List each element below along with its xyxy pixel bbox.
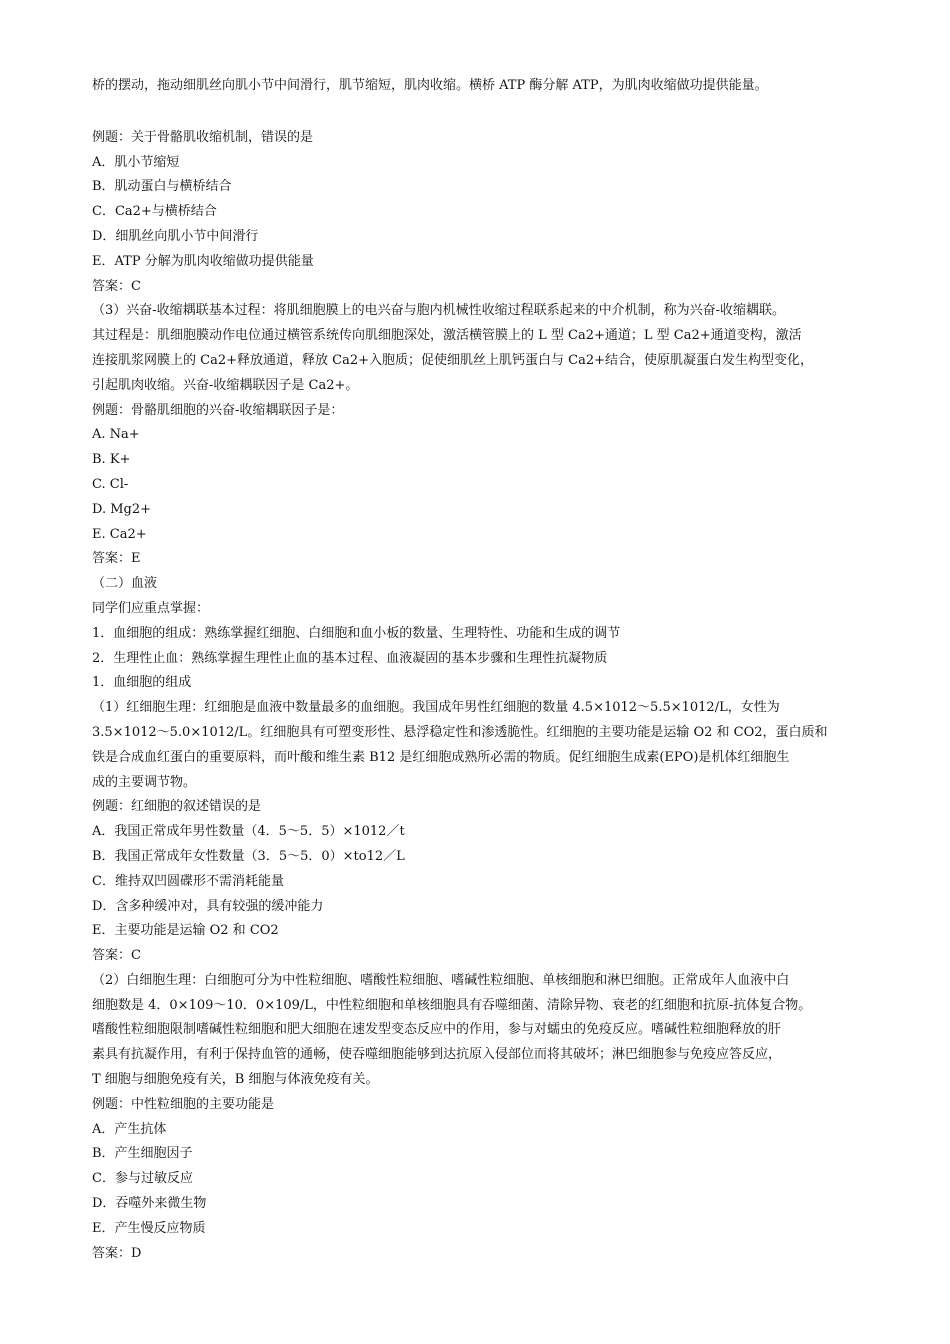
- text-line: 答案：D: [92, 1245, 142, 1261]
- text-line: D. Mg2+: [92, 501, 152, 517]
- text-line: B. K+: [92, 452, 131, 468]
- text-line: 答案：E: [92, 551, 141, 567]
- text-line: 例题：中性粒细胞的主要功能是: [92, 1096, 275, 1112]
- text-line: C．Ca2+与横桥结合: [92, 204, 217, 220]
- text-line: E．主要功能是运输 O2 和 CO2: [92, 923, 279, 939]
- text-line: C．参与过敏反应: [92, 1171, 193, 1187]
- text-line: T 细胞与细胞免疫有关，B 细胞与体液免疫有关。: [92, 1072, 379, 1088]
- text-line: 1．血细胞的组成：熟练掌握红细胞、白细胞和血小板的数量、生理特性、功能和生成的调节: [92, 625, 621, 641]
- text-line: E. Ca2+: [92, 526, 147, 542]
- text-line: 嗜酸性粒细胞限制嗜碱性粒细胞和肥大细胞在速发型变态反应中的作用，参与对蠕虫的免疫反应。嗜碱性粒细胞释放的肝: [92, 1022, 782, 1038]
- text-line: 引起肌肉收缩。兴奋-收缩耦联因子是 Ca2+。: [92, 377, 359, 393]
- text-line: 同学们应重点掌握：: [92, 600, 210, 616]
- text-line: 桥的摆动，拖动细肌丝向肌小节中间滑行，肌节缩短，肌肉收缩。横桥 ATP 酶分解 ATP，为肌肉收缩做功提供能量。: [92, 78, 768, 93]
- text-line: 1．血细胞的组成: [92, 675, 192, 691]
- text-line: （2）白细胞生理：白细胞可分为中性粒细胞、嗜酸性粒细胞、嗜碱性粒细胞、单核细胞和淋巴细胞。正常成年人血液中白: [92, 972, 790, 988]
- text-line: C．维持双凹圆碟形不需消耗能量: [92, 873, 284, 889]
- text-line: （1）红细胞生理：红细胞是血液中数量最多的血细胞。我国成年男性红细胞的数量 4.5×1012～5.5×1012/L，女性为: [92, 700, 780, 716]
- text-line: 连接肌浆网膜上的 Ca2+释放通道，释放 Ca2+入胞质；促使细肌丝上肌钙蛋白与 Ca2+结合，使原肌凝蛋白发生构型变化，: [92, 352, 813, 368]
- text-line: 例题：关于骨骼肌收缩机制，错误的是: [92, 129, 314, 145]
- text-line: A．我国正常成年男性数量（4．5～5．5）×1012／t: [92, 824, 405, 840]
- text-line: E．产生慢反应物质: [92, 1220, 206, 1236]
- text-line: B．产生细胞因子: [92, 1146, 193, 1162]
- text-line: 例题：红细胞的叙述错误的是: [92, 799, 262, 815]
- text-line: 3.5×1012～5.0×1012/L。红细胞具有可塑变形性、悬浮稳定性和渗透脆性。红细胞的主要功能是运输 O2 和 CO2，蛋白质和: [92, 724, 828, 740]
- text-line: D．细肌丝向肌小节中间滑行: [92, 228, 259, 244]
- text-line: B．我国正常成年女性数量（3．5～5．0）×to12／L: [92, 848, 405, 864]
- text-line: 其过程是：肌细胞膜动作电位通过横管系统传向肌细胞深处，激活横管膜上的 L 型 Ca2+通道；L 型 Ca2+通道变构，激活: [92, 328, 802, 344]
- text-line: 2．生理性止血：熟练掌握生理性止血的基本过程、血液凝固的基本步骤和生理性抗凝物质: [92, 650, 608, 666]
- text-line: 细胞数是 4．0×109～10．0×109/L，中性粒细胞和单核细胞具有吞噬细菌、清除异物、衰老的红细胞和抗原-抗体复合物。: [92, 997, 812, 1013]
- text-line: E．ATP 分解为肌肉收缩做功提供能量: [92, 253, 314, 269]
- text-line: （二）血液: [92, 576, 158, 592]
- text-line: 铁是合成血红蛋白的重要原料，而叶酸和维生素 B12 是红细胞成熟所必需的物质。促红细胞生成素(EPO)是机体红细胞生: [92, 749, 790, 765]
- text-line: D．含多种缓冲对，具有较强的缓冲能力: [92, 898, 324, 914]
- text-line: 答案：C: [92, 278, 141, 294]
- text-line: A．产生抗体: [92, 1121, 167, 1137]
- text-line: C. Cl-: [92, 476, 129, 492]
- text-line: D．吞噬外来微生物: [92, 1196, 207, 1212]
- text-line: B．肌动蛋白与横桥结合: [92, 179, 232, 195]
- paragraph-gap: [92, 99, 858, 126]
- text-line: A. Na+: [92, 427, 140, 443]
- text-line: 成的主要调节物。: [92, 774, 197, 790]
- text-line: （3）兴奋-收缩耦联基本过程：将肌细胞膜上的电兴奋与胞内机械性收缩过程联系起来的中介机制，称为兴奋-收缩耦联。: [92, 303, 786, 319]
- text-line: A．肌小节缩短: [92, 154, 180, 170]
- text-line: 素具有抗凝作用，有利于保持血管的通畅，使吞噬细胞能够到达抗原入侵部位而将其破坏；淋巴细胞参与免疫应答反应，: [92, 1047, 782, 1063]
- text-line: 例题：骨骼肌细胞的兴奋-收缩耦联因子是：: [92, 402, 344, 418]
- text-line: 答案：C: [92, 948, 141, 964]
